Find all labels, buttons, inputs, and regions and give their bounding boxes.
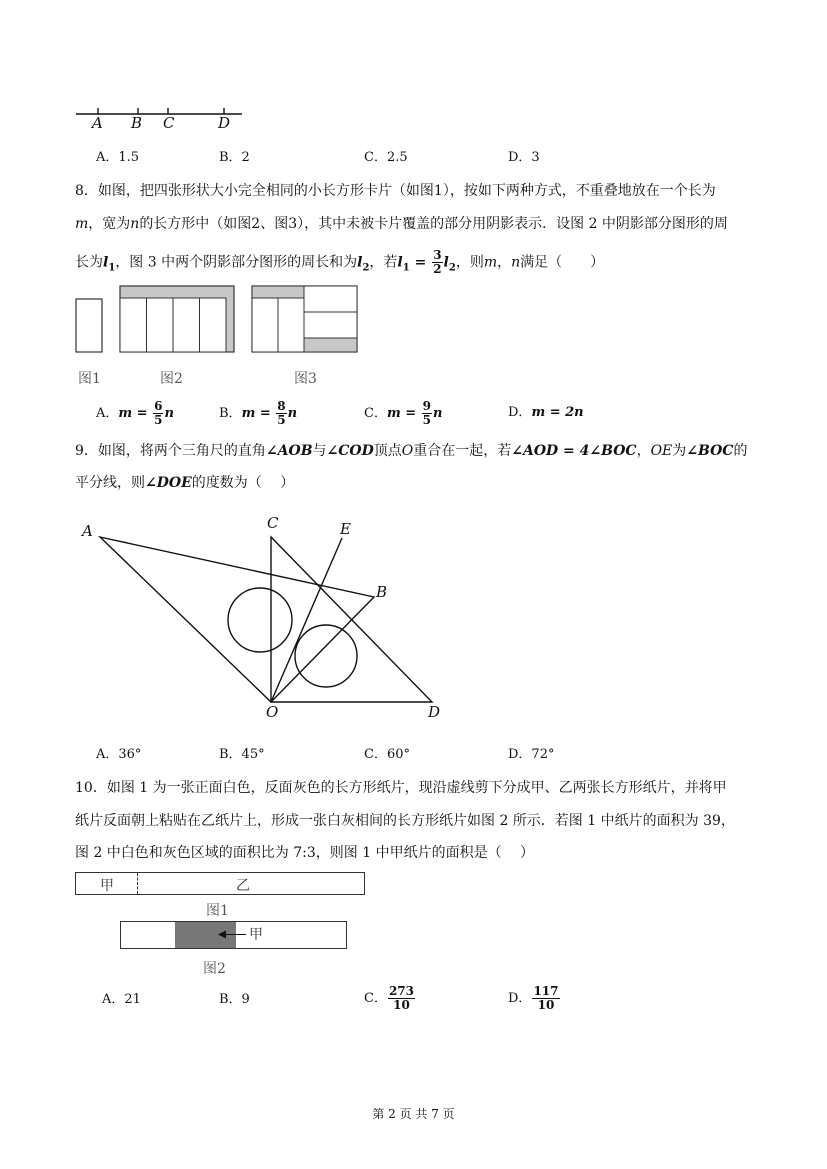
q9-line-1: [75, 441, 747, 461]
q8-option-a[interactable]: [96, 400, 174, 427]
q9-label-a: A: [82, 522, 93, 540]
q8-option-a-label: A．: [96, 406, 119, 421]
q8-figures: [70, 282, 370, 362]
q10-option-c-frac: [388, 985, 415, 1012]
q9-text: 为: [672, 443, 687, 459]
q8-eq-l2-sub: 2: [448, 262, 456, 274]
q9-triangle-aob: [100, 537, 374, 702]
q9-ray-oe-line: [271, 538, 342, 702]
q8-option-a-frac: [153, 400, 163, 427]
q9-relation: ∠AOD = 4∠BOC: [511, 443, 637, 459]
q10-fig1-strip: [75, 872, 365, 895]
q8-option-d-text: m = 2n: [531, 405, 584, 420]
q8-text: ，: [497, 254, 512, 271]
q9-text: 的: [733, 443, 748, 459]
page-footer: 第 2 页 共 7 页: [372, 1107, 455, 1121]
q10-option-d-num: 117: [533, 984, 559, 998]
q8-fig3-caption: 图3: [294, 371, 317, 387]
q10-option-b[interactable]: B．9: [219, 992, 250, 1007]
q7-option-d[interactable]: D．3: [508, 150, 540, 165]
q8-l2: l: [357, 254, 363, 271]
q8-line-2: [75, 214, 728, 234]
q8-option-b-frac: [276, 400, 286, 427]
q9-angle-aob: ∠AOB: [265, 443, 313, 459]
q10-fig2-caption: 图2: [203, 961, 226, 977]
q8-fig2-rect: [120, 286, 234, 352]
q9-label-d: D: [428, 703, 441, 721]
q8-option-c-num: 9: [422, 399, 432, 413]
q10-option-d-den: 10: [537, 998, 555, 1012]
q10-fig2-gray-block: [175, 922, 236, 948]
q10-fig1-dashed-cut: [137, 873, 138, 894]
q7-option-c[interactable]: C．2.5: [364, 150, 408, 165]
q8-var-n: n: [130, 216, 140, 232]
q8-option-a-num: 6: [154, 399, 163, 413]
q8-l1-sub: 1: [108, 262, 116, 274]
q8-text: ，则: [455, 254, 484, 271]
q10-line-3: 图 2 中白色和灰色区域的面积比为 7:3，则图 1 中甲纸片的面积是（ ）: [75, 845, 535, 861]
q9-text: 重合在一起，若: [413, 443, 512, 459]
q9-text: ，: [636, 443, 651, 459]
q8-eq-l2: l: [443, 254, 449, 271]
q8-var-m: m: [75, 216, 89, 232]
q8-option-c-left: m =: [386, 406, 421, 421]
q10-option-d[interactable]: [508, 985, 561, 1012]
q8-text: 长为: [75, 254, 103, 271]
q9-line-2: [75, 473, 294, 493]
q8-eq-equals: =: [409, 254, 432, 271]
q8-fig1-caption: 图1: [78, 371, 101, 387]
q8-var-n: n: [511, 254, 521, 271]
q9-text: 平分线，则: [75, 475, 145, 491]
q10-fig1-yi: 乙: [236, 878, 250, 894]
q9-angle-cod: ∠COD: [326, 443, 374, 459]
q8-option-b-label: B．: [219, 406, 242, 421]
q7-option-a[interactable]: A．1.5: [96, 150, 140, 165]
q8-option-c-den: 5: [422, 413, 432, 427]
q8-text: ，图 3 中两个阴影部分图形的周长和为: [115, 254, 358, 271]
q9-text: 的度数为（ ）: [191, 475, 295, 491]
q8-option-d[interactable]: [508, 403, 584, 423]
q8-option-b-left: m =: [241, 406, 276, 421]
q8-option-a-left: m =: [118, 406, 153, 421]
q9-option-b[interactable]: B．45°: [219, 747, 265, 762]
q8-text: ，若: [369, 254, 398, 271]
q8-l2-sub: 2: [362, 262, 370, 274]
q7-option-b[interactable]: B．2: [219, 150, 250, 165]
q10-option-c-num: 273: [388, 984, 415, 998]
q10-option-d-label: D．: [508, 991, 532, 1006]
q8-text: ，宽为: [88, 216, 131, 232]
q9-circle-2: [295, 625, 357, 687]
q8-option-b-den: 5: [277, 413, 286, 427]
q9-angle-doe: ∠DOE: [145, 475, 192, 491]
q9-circle-1: [228, 588, 292, 652]
q8-l1: l: [103, 254, 109, 271]
q10-option-c-den: 10: [393, 998, 410, 1012]
q8-option-c-right: n: [433, 406, 443, 421]
q8-option-c[interactable]: [364, 400, 442, 427]
q8-option-a-den: 5: [154, 413, 163, 427]
q8-line-3: [75, 249, 604, 278]
q9-triangle-figure: [70, 510, 470, 730]
q10-option-c-label: C．: [364, 991, 387, 1006]
q8-option-c-label: C．: [364, 406, 387, 421]
q8-eq-l1: l: [397, 254, 403, 271]
q10-fig2-arrow-jia: 甲: [249, 927, 263, 943]
q10-option-a[interactable]: A．21: [102, 992, 141, 1007]
q9-point-o: O: [401, 443, 414, 459]
q8-eq-fraction: [432, 249, 442, 276]
q8-eq-l1-sub: 1: [402, 262, 410, 274]
q8-eq-num: 3: [433, 248, 442, 262]
q9-option-a[interactable]: A．36°: [96, 747, 142, 762]
q8-line-1: 8．如图，把四张形状大小完全相同的小长方形卡片（如图1），按如下两种方式，不重叠地放在一个长为: [75, 183, 716, 199]
q8-fig2-caption: 图2: [160, 371, 183, 387]
q10-fig1-jia: 甲: [100, 878, 114, 894]
q9-label-b: B: [376, 583, 388, 601]
q8-option-a-right: n: [164, 406, 174, 421]
numberline-label-a: A: [92, 114, 103, 132]
arrow-left-icon: [218, 930, 226, 939]
q9-angle-boc: ∠BOC: [686, 443, 734, 459]
q9-ray-oe: OE: [650, 443, 673, 459]
q9-text: 与: [312, 443, 327, 459]
q8-option-c-frac: [422, 400, 432, 427]
q9-label-o: O: [266, 703, 279, 721]
q9-text: 顶点: [373, 443, 402, 459]
q9-label-c: C: [267, 514, 279, 532]
q8-eq-den: 2: [433, 262, 442, 276]
numberline-label-b: B: [131, 114, 143, 132]
q10-option-c[interactable]: [364, 985, 416, 1012]
q9-option-d[interactable]: D．72°: [508, 747, 555, 762]
q8-text: 满足（ ）: [520, 254, 605, 271]
q10-option-d-frac: [532, 985, 559, 1012]
q8-fig1-card: [76, 299, 102, 352]
numberline-label-c: C: [163, 114, 175, 132]
q8-var-m: m: [483, 254, 498, 271]
q8-fig3-rect: [252, 286, 357, 352]
q10-line-1: 10．如图 1 为一张正面白色，反面灰色的长方形纸片，现沿虚线剪下分成甲、乙两张长方形纸片，并将甲: [75, 780, 727, 796]
q8-option-b-right: n: [287, 406, 298, 421]
q9-label-e: E: [340, 520, 351, 538]
q10-line-2: 纸片反面朝上粘贴在乙纸片上，形成一张白灰相间的长方形纸片如图 2 所示．若图 1 中纸片的面积为 39，: [75, 813, 735, 829]
q8-option-d-label: D．: [508, 405, 532, 420]
q9-option-c[interactable]: C．60°: [364, 747, 410, 762]
q10-fig1-caption: 图1: [206, 903, 229, 919]
q8-option-b[interactable]: [219, 400, 297, 427]
numberline-label-d: D: [218, 114, 231, 132]
q8-option-b-num: 8: [277, 399, 286, 413]
q8-text: 的长方形中（如图2、图3），其中未被卡片覆盖的部分用阴影表示．设图 2 中阴影部分图形的周: [139, 216, 728, 232]
q9-text: 9．如图，将两个三角尺的直角: [75, 443, 266, 459]
